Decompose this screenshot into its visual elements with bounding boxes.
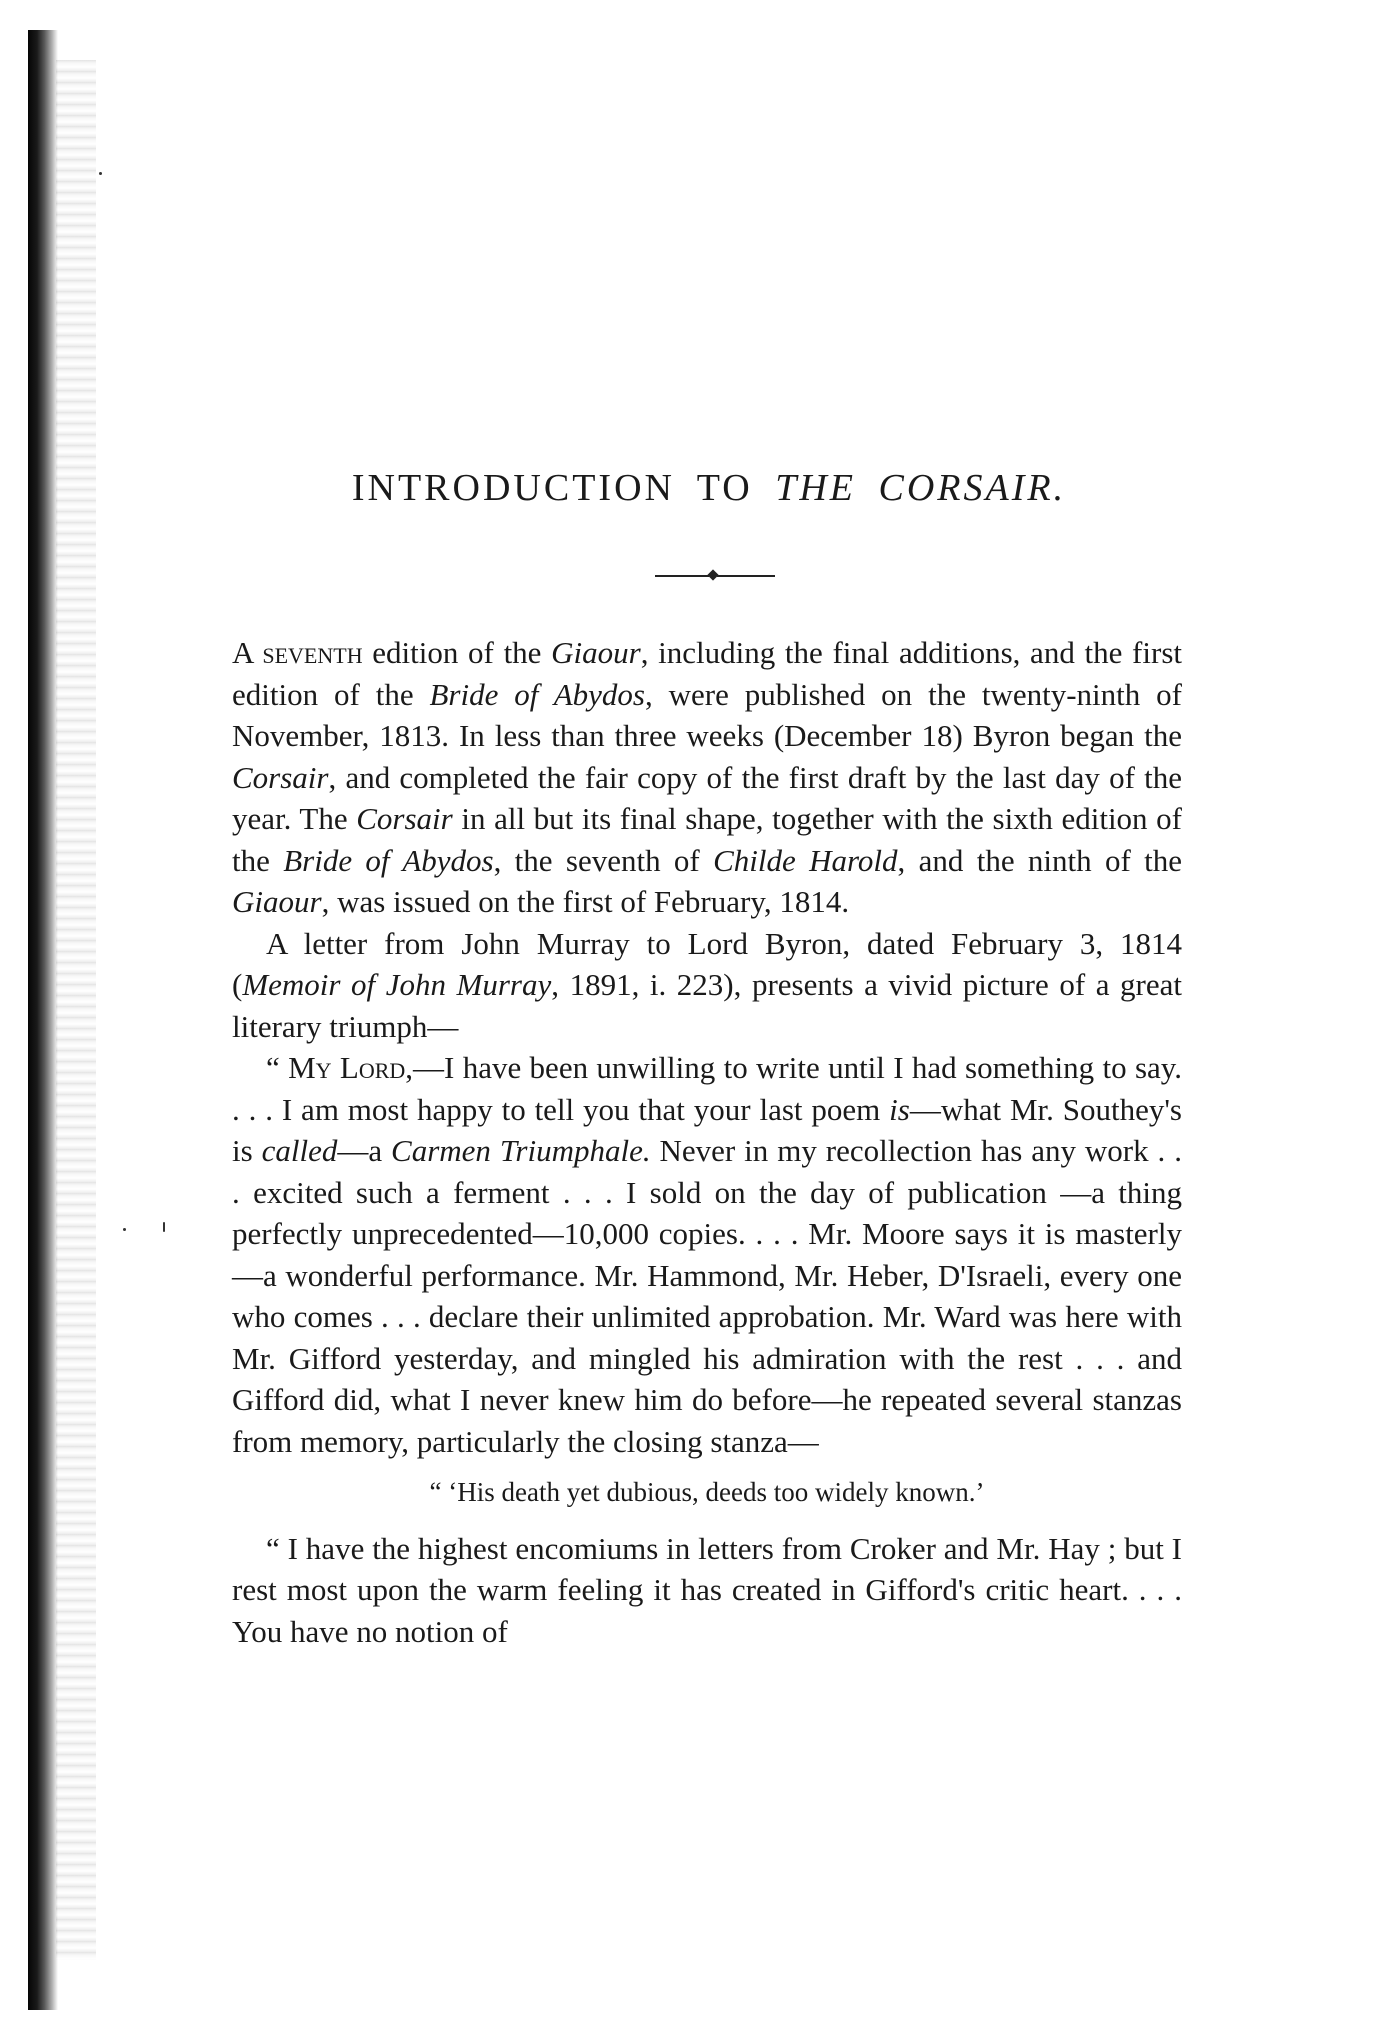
scan-speckle xyxy=(56,60,96,1960)
heading-text: INTRODUCTION TO xyxy=(351,467,753,509)
paragraph-4: “ I have the highest encomiums in letters from Croker and Mr. Hay ; but I rest most upon the warm feeling it has created in Gifford's critic heart. . . . You have no notion of xyxy=(232,1530,1182,1649)
ornament-line-left xyxy=(655,575,709,577)
book-spine-shadow xyxy=(28,30,58,2010)
body-text xyxy=(232,632,1182,1652)
chapter-heading xyxy=(0,466,1378,510)
paragraph-1: A seventh edition of the Giaour, including the final additions, and the first edition of the Bride of Abydos, were published on the twenty-ninth of November, 1813. In less than three weeks (December 18) Byron began the Corsair, and completed the fair copy of the first draft by the last day of the year. The Corsair in all but its final shape, together with the sixth edition of the Bride of Abydos, the seventh of Childe Harold, and the ninth of the Giaour, was issued on the first of February, 1814. xyxy=(232,635,1183,919)
verse-quotation: “ ‘His death yet dubious, deeds too widely known.’ xyxy=(429,1477,985,1507)
paragraph-2: A letter from John Murray to Lord Byron, dated February 3, 1814 (Memoir of John Murray, 1891, i. 223), presents a vivid picture of a great literary triumph— xyxy=(232,925,1182,1044)
heading-italic-title: THE CORSAIR. xyxy=(775,467,1067,509)
scan-dot xyxy=(163,1222,165,1232)
ornament-divider xyxy=(655,571,775,581)
ornament-line-right xyxy=(717,575,775,577)
scan-dot xyxy=(99,172,102,175)
paragraph-3: “ My Lord,—I have been unwilling to write until I had something to say. . . . I am most happy to tell you that your last poem is—what Mr. Southey's is called—a Carmen Triumphale. Never in my recollection has any work . . . excited such a ferment . . . I sold on the day of publication —a thing perfectly unprecedented—10,000 copies. . . . Mr. Moore says it is masterly—a wonderful performance. Mr. Hammond, Mr. Heber, D'Israeli, every one who comes . . . declare their unlimited approbation. Mr. Ward was here with Mr. Gifford yesterday, and mingled his admiration with the rest . . . and Gifford did, what I never knew him do before—he repeated several stanzas from memory, particularly the closing stanza— xyxy=(232,1050,1183,1459)
scan-dot xyxy=(123,1228,126,1231)
